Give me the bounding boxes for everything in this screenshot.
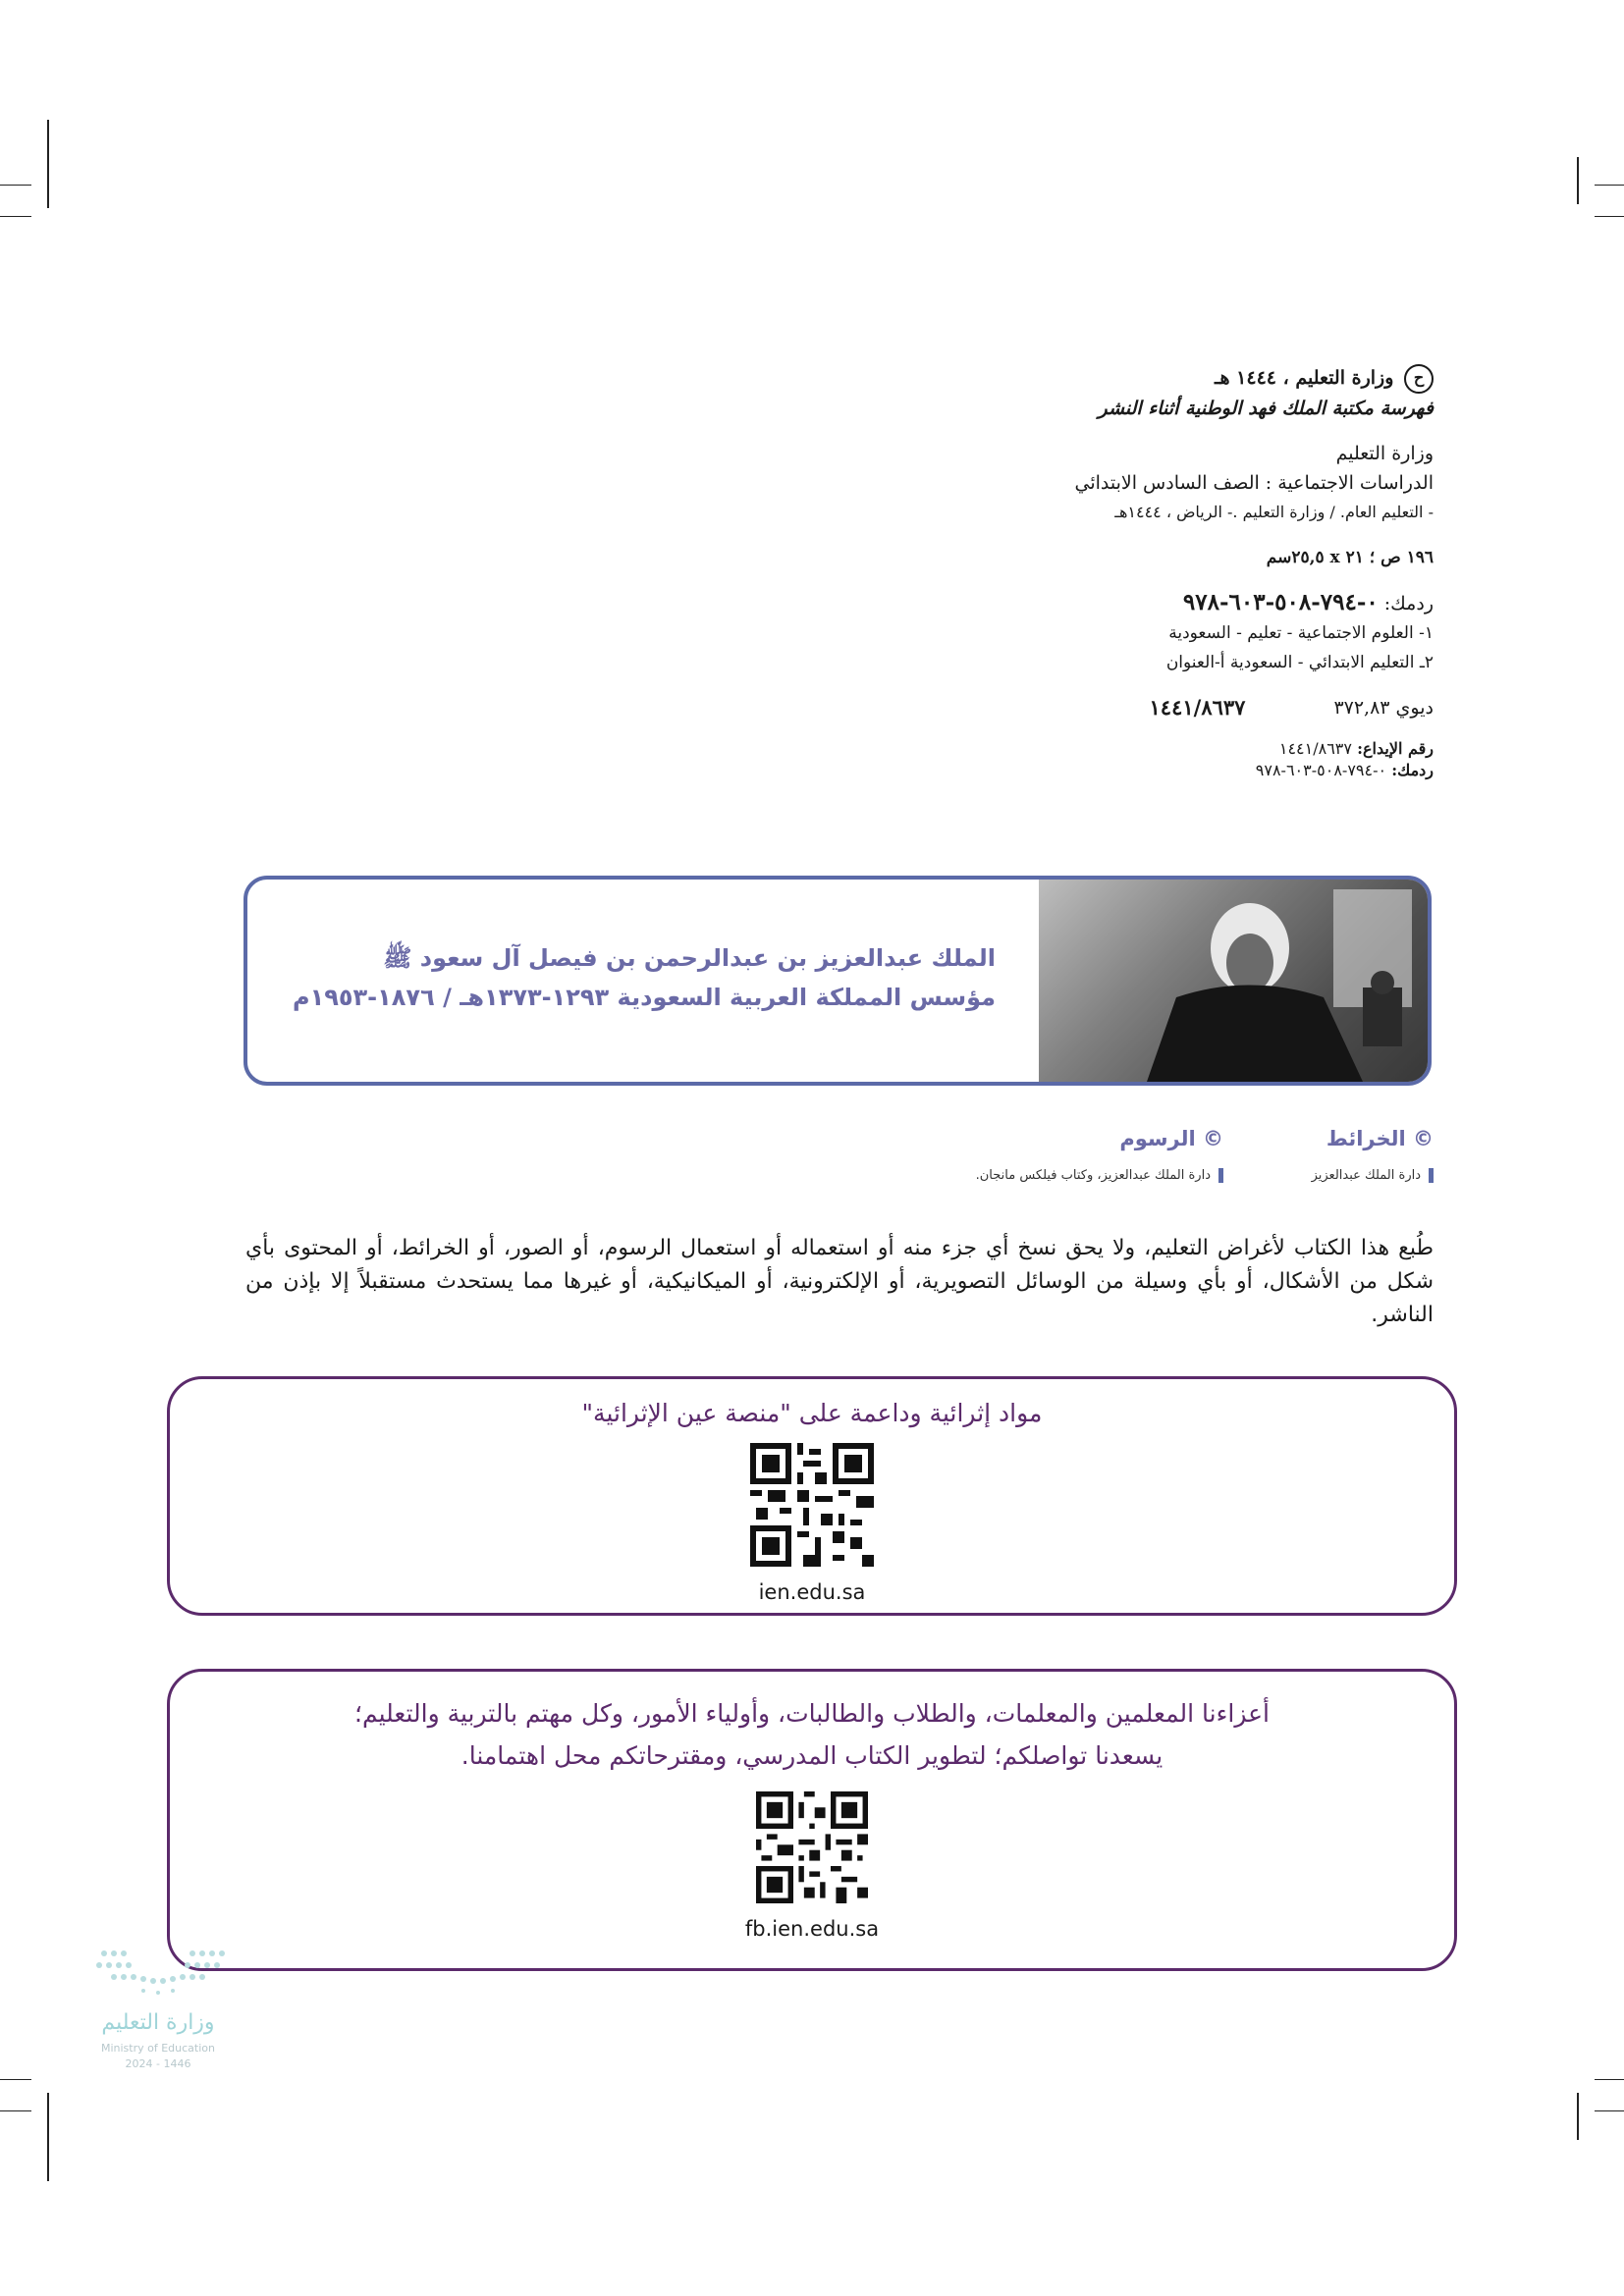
qr-code-icon[interactable] xyxy=(750,1443,874,1567)
crop-mark xyxy=(0,185,31,186)
drawings-credit-line: دارة الملك عبدالعزيز، وكتاب فيلكس مانجان. xyxy=(976,1168,1223,1183)
feedback-url[interactable]: fb.ien.edu.sa xyxy=(744,1917,880,1941)
feedback-line-1: أعزاءنا المعلمين والمعلمات، والطلاب والطالبات، وأولياء الأمور، وكل مهتم بالتربية والتعليم؛ xyxy=(354,1699,1270,1728)
isbn-value: ٠-٧٩٤-٥٠٨-٦٠٣-٩٧٨ xyxy=(1182,589,1379,615)
ministry-name-arabic: وزارة التعليم xyxy=(101,2010,215,2035)
book-title: الدراسات الاجتماعية : الصف السادس الابتدائي xyxy=(1074,472,1434,494)
crop-mark xyxy=(1595,185,1624,186)
crop-mark xyxy=(1595,2110,1624,2111)
portrait-silhouette-icon xyxy=(1039,880,1428,1082)
deposit-line xyxy=(628,738,1434,760)
crop-mark xyxy=(1595,2079,1624,2080)
crop-mark xyxy=(0,216,31,217)
enrichment-url[interactable]: ien.edu.sa xyxy=(758,1580,866,1604)
ministry-year: 2024 - 1446 xyxy=(125,2057,191,2070)
feedback-line-2: يسعدنا تواصلكم؛ لتطوير الكتاب المدرسي، ومقترحاتكم محل اهتمامنا. xyxy=(460,1741,1164,1770)
rights-paragraph: طُبع هذا الكتاب لأغراض التعليم، ولا يحق نسخ أي جزء منه أو استعماله أو استعمال الرسوم، أو الصور، أو الخرائط، أو المحتوى بأي شكل من الأشكال، أو بأي وسيلة من الوسائل التصويرية، أو الإلكترونية، أو الميكانيكية، أو غيرها مما يستحدث مستقبلاً إلا بإذن من الناشر. xyxy=(245,1236,1434,1327)
isbn2-value: ٠-٧٩٤-٥٠٨-٦٠٣-٩٧٨ xyxy=(1255,761,1387,779)
dewey-number: ١٤٤١/٨٦٣٧ xyxy=(1149,695,1246,720)
qr-code-icon[interactable] xyxy=(756,1791,868,1903)
isbn-line xyxy=(628,588,1434,618)
king-portrait-photo xyxy=(1039,880,1428,1082)
king-name: الملك عبدالعزيز بن عبدالرحمن بن فيصل آل سعود ﷺ xyxy=(383,944,996,972)
crop-mark xyxy=(1595,216,1624,217)
feedback-box xyxy=(167,1669,1457,1971)
enrichment-box xyxy=(167,1376,1457,1616)
isbn2-label: ردمك: xyxy=(1391,761,1434,779)
subject-2: ٢ـ التعليم الابتدائي - السعودية أ-العنوان xyxy=(1165,653,1434,672)
crop-mark xyxy=(47,120,49,208)
subject-1: ١- العلوم الاجتماعية - تعليم - السعودية xyxy=(1168,623,1434,643)
king-title: مؤسس المملكة العربية السعودية ١٢٩٣-١٣٧٣هـ / ١٨٧٦-١٩٥٣م xyxy=(292,984,996,1011)
isbn-label: ردمك: xyxy=(1383,593,1434,614)
dewey-label: ديوي ٣٧٢,٨٣ xyxy=(1333,697,1434,719)
isbn2-line xyxy=(628,760,1434,781)
ministry-logo xyxy=(84,1944,300,2091)
cip-title: فهرسة مكتبة الملك فهد الوطنية أثناء النشر xyxy=(1098,398,1434,419)
deposit-value: ١٤٤١/٨٦٣٧ xyxy=(1278,739,1352,758)
series-line: - التعليم العام. / وزارة التعليم .- الرياض ، ١٤٤٤هـ xyxy=(1114,503,1434,521)
ministry-name-english: Ministry of Education xyxy=(100,2042,215,2055)
cataloging-block xyxy=(628,363,1434,781)
enrichment-heading: مواد إثرائية وداعمة على "منصة عين الإثرائية" xyxy=(581,1399,1043,1427)
drawings-credit-heading: © الرسوم xyxy=(1119,1127,1223,1150)
deposit-label: رقم الإيداع: xyxy=(1357,739,1434,758)
maps-credit-heading: © الخرائط xyxy=(1326,1127,1434,1150)
maps-credit-line: دارة الملك عبدالعزيز xyxy=(1312,1168,1434,1183)
crop-mark xyxy=(47,2093,49,2181)
crop-mark xyxy=(0,2110,31,2111)
copyright-line xyxy=(628,363,1434,394)
crop-mark xyxy=(1577,157,1579,204)
dewey-line xyxy=(628,693,1434,722)
crop-mark xyxy=(1577,2093,1579,2140)
copyright-text: وزارة التعليم ، ١٤٤٤ هـ xyxy=(1214,367,1394,389)
pages-line: ١٩٦ ص ؛ ٢١ x ٢٥,٥سم xyxy=(1266,548,1434,567)
king-caption xyxy=(279,938,996,1017)
king-abdulaziz-box xyxy=(244,876,1432,1086)
crop-mark xyxy=(0,2079,31,2080)
ministry-dots-icon xyxy=(84,1944,232,2002)
copyright-symbol: ح xyxy=(1404,364,1434,394)
publisher: وزارة التعليم xyxy=(1335,443,1434,464)
